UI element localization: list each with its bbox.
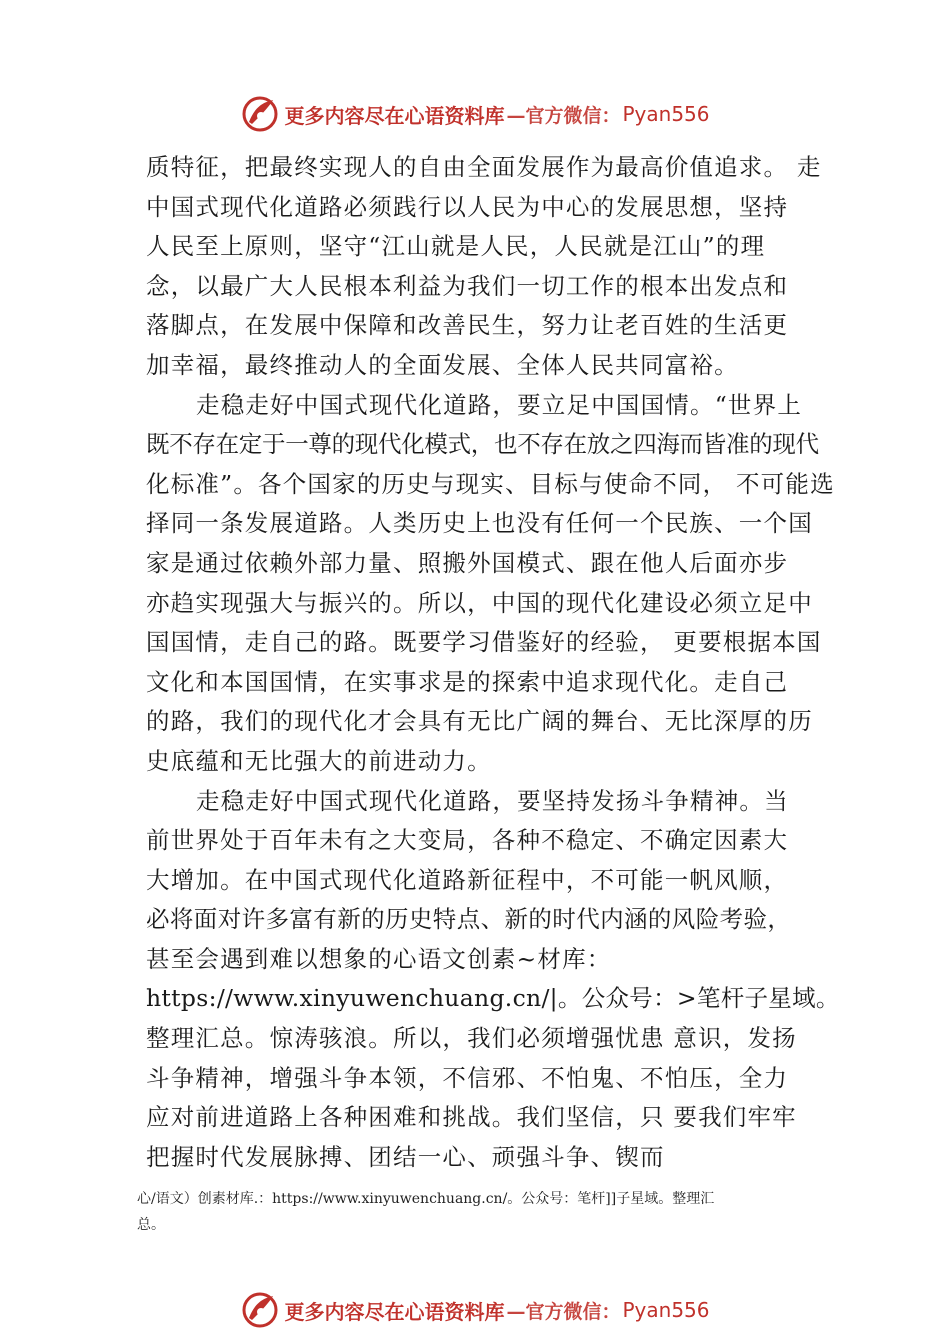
body-line: 甚至会遇到难以想象的心语文创素~材库： [146,944,612,973]
header-banner [0,92,950,136]
footer-line: 总。 [137,1217,165,1233]
banner-main-text: 更多内容尽在心语资料库 [284,103,505,128]
body-line: 家是通过依赖外部力量、照搬外国模式、跟在他人后面亦步 [146,548,789,577]
body-line: 加幸福，最终推动人的全面发展、全体人民共同富裕。 [146,350,739,379]
body-line: 的路，我们的现代化才会具有无比广阔的舞台、无比深厚的历 [146,707,813,736]
body-line: 史底蕴和无比强大的前进动力。 [146,746,492,775]
footer-note [137,1186,837,1238]
body-line: 国国情，走自己的路。既要学习借鉴好的经验， 更要根据本国 [146,628,822,657]
body-line: 落脚点，在发展中保障和改善民生，努力让老百姓的生活更 [146,311,789,340]
body-line: 应对前进道路上各种困难和挑战。我们坚信，只 要我们牢牢 [146,1103,797,1132]
body-line: 文化和本国国情，在实事求是的探索中追求现代化。走自己 [146,667,789,696]
banner-side-text: —官方微信： [506,1300,621,1323]
footer-line: 心/语文）创素材库.：https://www.xinyuwenchuang.cn/。公众号：笔杆]]子星域。整理汇 [137,1191,715,1207]
body-line: 斗争精神，增强斗争本领，不信邪、不怕鬼、不怕压，全力 [146,1063,789,1092]
brand-logo-icon [240,1290,280,1330]
body-line: 亦趋实现强大与振兴的。所以，中国的现代化建设必须立足中 [146,588,813,617]
body-line: 念，以最广大人民根本利益为我们一切工作的根本出发点和 [146,271,789,300]
body-line: 必将面对许多富有新的历史特点、新的时代内涵的风险考验， [146,905,792,934]
body-line: 化标准”。各个国家的历史与现实、目标与使命不同， 不可能选 [146,469,835,498]
body-line: 整理汇总。惊涛骇浪。所以，我们必须增强忧患 意识，发扬 [146,1024,797,1053]
banner-wechat-id: Pyan556 [622,1298,710,1322]
body-line: 走稳走好中国式现代化道路，要立足中国国情。“世界上 [196,390,803,419]
body-line: 中国式现代化道路必须践行以人民为中心的发展思想，坚持 [146,192,789,221]
body-line: 人民至上原则，坚守“江山就是人民，人民就是江山”的理 [146,232,766,261]
body-line: 前世界处于百年未有之大变局，各种不稳定、不确定因素大 [146,826,789,855]
banner-side-text: —官方微信： [506,104,621,127]
body-line: https://www.xinyuwenchuang.cn/|。公众号：>笔杆子星域。 [146,984,840,1013]
banner-main-text: 更多内容尽在心语资料库 [284,1299,505,1324]
body-line: 既不存在定于一尊的现代化模式，也不存在放之四海而皆准的现代 [146,430,819,459]
body-line: 质特征，把最终实现人的自由全面发展作为最高价值追求。 走 [146,153,822,181]
banner-wechat-id: Pyan556 [622,102,710,126]
footer-banner [0,1288,950,1332]
body-line: 走稳走好中国式现代化道路，要坚持发扬斗争精神。当 [196,786,789,815]
body-line: 把握时代发展脉搏、团结一心、顽强斗争、锲而 [146,1142,665,1171]
document-body [146,148,840,1177]
brand-logo-icon [240,94,280,134]
body-line: 择同一条发展道路。人类历史上也没有任何一个民族、一个国 [146,509,813,538]
body-line: 大增加。在中国式现代化道路新征程中，不可能一帆风顺， [146,865,789,894]
